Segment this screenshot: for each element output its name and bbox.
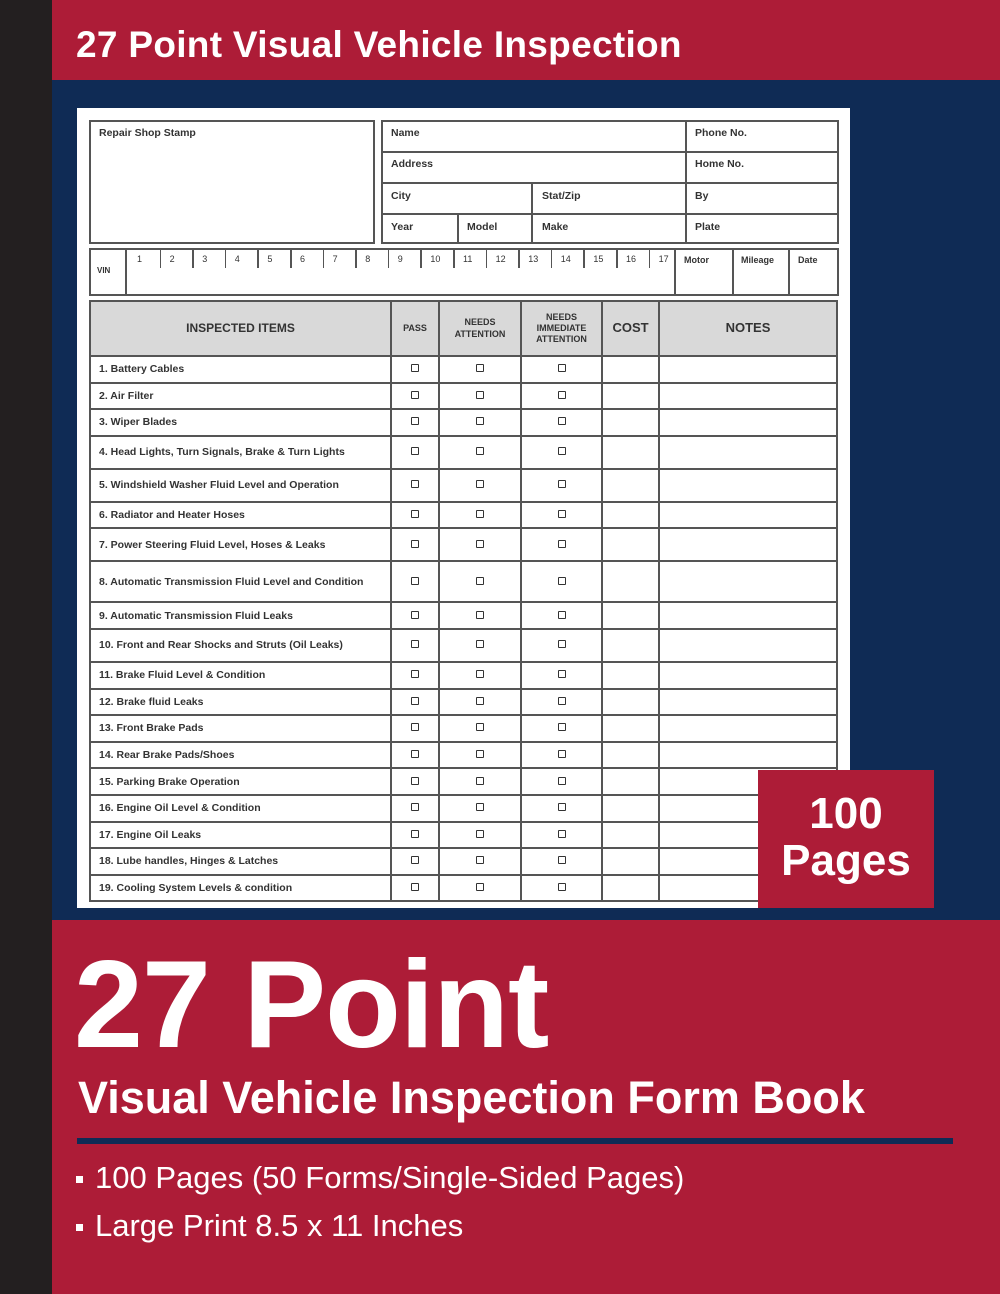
checkbox-icon: [476, 611, 484, 619]
header-needs-attention: NEEDS ATTENTION: [439, 301, 521, 356]
immediate-attention-cell: [521, 822, 602, 849]
checkbox-icon: [476, 697, 484, 705]
checkbox-icon: [476, 577, 484, 585]
checkbox-icon: [476, 480, 484, 488]
cost-cell: [602, 742, 659, 769]
immediate-attention-cell: [521, 689, 602, 716]
pass-cell: [391, 662, 439, 689]
immediate-attention-cell: [521, 742, 602, 769]
header-notes: NOTES: [659, 301, 837, 356]
immediate-attention-cell: [521, 561, 602, 602]
item-label: 19. Cooling System Levels & condition: [90, 875, 391, 902]
header-items: INSPECTED ITEMS: [90, 301, 391, 356]
item-label: 12. Brake fluid Leaks: [90, 689, 391, 716]
cost-cell: [602, 409, 659, 436]
cost-cell: [602, 469, 659, 502]
item-label: 1. Battery Cables: [90, 356, 391, 383]
item-label: 10. Front and Rear Shocks and Struts (Oil Leaks): [90, 629, 391, 662]
checkbox-icon: [476, 364, 484, 372]
checkbox-icon: [558, 364, 566, 372]
plate-label: Plate: [695, 221, 721, 233]
needs-attention-cell: [439, 629, 521, 662]
pass-cell: [391, 561, 439, 602]
divider: [381, 151, 839, 153]
immediate-attention-cell: [521, 629, 602, 662]
item-label: 13. Front Brake Pads: [90, 715, 391, 742]
bullet-icon: [76, 1176, 83, 1183]
checkbox-icon: [558, 883, 566, 891]
cost-cell: [602, 848, 659, 875]
date-label: Date: [798, 255, 818, 265]
pass-cell: [391, 436, 439, 469]
divider: [453, 248, 455, 268]
cost-cell: [602, 602, 659, 629]
vin-digit: 2: [169, 254, 175, 264]
vin-digit: 12: [495, 254, 506, 264]
table-row: [90, 689, 837, 716]
notes-cell: [659, 383, 837, 410]
divider: [323, 248, 325, 268]
checkbox-icon: [411, 364, 419, 372]
checkbox-icon: [558, 723, 566, 731]
checkbox-icon: [411, 670, 419, 678]
checkbox-icon: [476, 883, 484, 891]
divider: [732, 248, 734, 296]
vin-digit: 3: [202, 254, 208, 264]
item-label: 9. Automatic Transmission Fluid Leaks: [90, 602, 391, 629]
pass-cell: [391, 602, 439, 629]
needs-attention-cell: [439, 409, 521, 436]
year-label: Year: [391, 221, 414, 233]
pass-cell: [391, 528, 439, 561]
badge-number: 100: [809, 789, 883, 838]
table-row: [90, 875, 837, 902]
bullet-print: [76, 1208, 463, 1244]
item-label: 14. Rear Brake Pads/Shoes: [90, 742, 391, 769]
by-label: By: [695, 190, 709, 202]
table-row: [90, 561, 837, 602]
needs-attention-cell: [439, 768, 521, 795]
checkbox-icon: [558, 640, 566, 648]
checkbox-icon: [558, 447, 566, 455]
vin-digit: 8: [365, 254, 371, 264]
pass-cell: [391, 383, 439, 410]
checkbox-icon: [411, 640, 419, 648]
divider: [518, 248, 520, 268]
item-label: 2. Air Filter: [90, 383, 391, 410]
badge-unit: Pages: [781, 836, 911, 885]
divider: [674, 248, 676, 296]
cost-cell: [602, 561, 659, 602]
notes-cell: [659, 409, 837, 436]
make-label: Make: [542, 221, 569, 233]
notes-cell: [659, 561, 837, 602]
item-label: 7. Power Steering Fluid Level, Hoses & Leaks: [90, 528, 391, 561]
checkbox-icon: [411, 723, 419, 731]
checkbox-icon: [411, 447, 419, 455]
cost-cell: [602, 356, 659, 383]
divider: [583, 248, 585, 268]
table-row: [90, 356, 837, 383]
needs-attention-cell: [439, 602, 521, 629]
item-label: 3. Wiper Blades: [90, 409, 391, 436]
immediate-attention-cell: [521, 469, 602, 502]
cost-cell: [602, 875, 659, 902]
checkbox-icon: [558, 777, 566, 785]
table-row: [90, 822, 837, 849]
checkbox-icon: [411, 883, 419, 891]
cost-cell: [602, 822, 659, 849]
needs-attention-cell: [439, 528, 521, 561]
cost-cell: [602, 662, 659, 689]
divider: [225, 248, 227, 268]
checkbox-icon: [411, 577, 419, 585]
book-spine: [0, 0, 52, 1294]
divider: [788, 248, 790, 296]
bottom-panel: [52, 920, 1000, 1294]
item-label: 5. Windshield Washer Fluid Level and Operation: [90, 469, 391, 502]
notes-cell: [659, 689, 837, 716]
item-label: 4. Head Lights, Turn Signals, Brake & Turn Lights: [90, 436, 391, 469]
bullet-text: Large Print 8.5 x 11 Inches: [95, 1208, 464, 1243]
item-label: 6. Radiator and Heater Hoses: [90, 502, 391, 529]
table-row: [90, 662, 837, 689]
divider: [551, 248, 553, 268]
needs-attention-cell: [439, 715, 521, 742]
needs-attention-cell: [439, 436, 521, 469]
table-row: [90, 602, 837, 629]
bullet-pages: [76, 1160, 684, 1196]
checkbox-icon: [558, 540, 566, 548]
page-count-badge: [758, 770, 934, 908]
divider: [388, 248, 390, 268]
top-banner: [52, 0, 1000, 80]
checkbox-icon: [558, 670, 566, 678]
checkbox-icon: [558, 611, 566, 619]
table-row: [90, 383, 837, 410]
notes-cell: [659, 715, 837, 742]
notes-cell: [659, 502, 837, 529]
cost-cell: [602, 715, 659, 742]
immediate-attention-cell: [521, 356, 602, 383]
divider: [125, 248, 127, 296]
divider: [355, 248, 357, 268]
checkbox-icon: [476, 670, 484, 678]
vin-digit: 9: [397, 254, 403, 264]
table-row: [90, 848, 837, 875]
pass-cell: [391, 629, 439, 662]
inspection-table: [89, 300, 838, 902]
checkbox-icon: [411, 750, 419, 758]
divider: [192, 248, 194, 268]
pass-cell: [391, 742, 439, 769]
immediate-attention-cell: [521, 768, 602, 795]
needs-attention-cell: [439, 742, 521, 769]
checkbox-icon: [558, 480, 566, 488]
notes-cell: [659, 356, 837, 383]
needs-attention-cell: [439, 848, 521, 875]
divider: [420, 248, 422, 268]
checkbox-icon: [411, 417, 419, 425]
divider: [381, 213, 839, 215]
checkbox-icon: [411, 611, 419, 619]
checkbox-icon: [558, 510, 566, 518]
table-row: [90, 629, 837, 662]
pass-cell: [391, 875, 439, 902]
vin-digit: 5: [267, 254, 273, 264]
checkbox-icon: [558, 803, 566, 811]
immediate-attention-cell: [521, 848, 602, 875]
checkbox-icon: [558, 697, 566, 705]
needs-attention-cell: [439, 689, 521, 716]
checkbox-icon: [476, 391, 484, 399]
checkbox-icon: [476, 777, 484, 785]
vin-digit: 15: [593, 254, 604, 264]
bullet-text: 100 Pages (50 Forms/Single-Sided Pages): [95, 1160, 685, 1195]
checkbox-icon: [476, 640, 484, 648]
pass-cell: [391, 689, 439, 716]
checkbox-icon: [411, 510, 419, 518]
checkbox-icon: [558, 391, 566, 399]
notes-cell: [659, 528, 837, 561]
vin-digit: 10: [430, 254, 441, 264]
item-label: 16. Engine Oil Level & Condition: [90, 795, 391, 822]
table-row: [90, 409, 837, 436]
checkbox-icon: [476, 723, 484, 731]
pass-cell: [391, 715, 439, 742]
header-cost: COST: [602, 301, 659, 356]
checkbox-icon: [411, 803, 419, 811]
cost-cell: [602, 502, 659, 529]
checkbox-icon: [411, 856, 419, 864]
checkbox-icon: [476, 750, 484, 758]
notes-cell: [659, 629, 837, 662]
checkbox-icon: [558, 417, 566, 425]
notes-cell: [659, 602, 837, 629]
immediate-attention-cell: [521, 528, 602, 561]
checkbox-icon: [411, 697, 419, 705]
divider: [685, 120, 687, 244]
immediate-attention-cell: [521, 436, 602, 469]
address-label: Address: [391, 158, 434, 170]
item-label: 8. Automatic Transmission Fluid Level and Condition: [90, 561, 391, 602]
needs-attention-cell: [439, 822, 521, 849]
pass-cell: [391, 768, 439, 795]
vin-digit: 1: [137, 254, 143, 264]
divider: [649, 248, 651, 268]
divider: [531, 182, 533, 244]
vin-digit: 4: [234, 254, 240, 264]
vin-digit: 11: [463, 254, 473, 264]
motor-label: Motor: [684, 255, 709, 265]
needs-attention-cell: [439, 875, 521, 902]
divider: [457, 213, 459, 244]
checkbox-icon: [558, 830, 566, 838]
city-label: City: [391, 190, 411, 202]
checkbox-icon: [476, 856, 484, 864]
vin-label: VIN: [97, 266, 111, 275]
vin-digit: 14: [560, 254, 571, 264]
cost-cell: [602, 383, 659, 410]
vin-digit: 13: [528, 254, 539, 264]
name-label: Name: [391, 127, 420, 139]
divider: [160, 248, 162, 268]
table-row: [90, 469, 837, 502]
immediate-attention-cell: [521, 383, 602, 410]
item-label: 11. Brake Fluid Level & Condition: [90, 662, 391, 689]
divider: [486, 248, 488, 268]
checkbox-icon: [411, 391, 419, 399]
checkbox-icon: [411, 830, 419, 838]
header-immediate-attention: NEEDS IMMEDIATE ATTENTION: [521, 301, 602, 356]
immediate-attention-cell: [521, 502, 602, 529]
table-row: [90, 795, 837, 822]
table-row: [90, 436, 837, 469]
top-title: 27 Point Visual Vehicle Inspection: [76, 24, 682, 65]
divider: [290, 248, 292, 268]
pass-cell: [391, 356, 439, 383]
phone-label: Phone No.: [695, 127, 747, 139]
cost-cell: [602, 528, 659, 561]
needs-attention-cell: [439, 795, 521, 822]
vin-digit: 16: [626, 254, 637, 264]
checkbox-icon: [411, 777, 419, 785]
immediate-attention-cell: [521, 602, 602, 629]
big-title: 27 Point: [74, 936, 549, 1074]
needs-attention-cell: [439, 469, 521, 502]
notes-cell: [659, 742, 837, 769]
subtitle: Visual Vehicle Inspection Form Book: [78, 1072, 865, 1123]
vin-digit: 17: [658, 254, 669, 264]
checkbox-icon: [476, 803, 484, 811]
item-label: 18. Lube handles, Hinges & Latches: [90, 848, 391, 875]
pass-cell: [391, 822, 439, 849]
table-row: [90, 528, 837, 561]
checkbox-icon: [558, 750, 566, 758]
bullet-icon: [76, 1224, 83, 1231]
notes-cell: [659, 662, 837, 689]
model-label: Model: [467, 221, 498, 233]
checkbox-icon: [558, 577, 566, 585]
pass-cell: [391, 848, 439, 875]
needs-attention-cell: [439, 356, 521, 383]
cost-cell: [602, 629, 659, 662]
table-row: [90, 502, 837, 529]
divider-rule: [77, 1138, 953, 1144]
cost-cell: [602, 436, 659, 469]
table-row: [90, 768, 837, 795]
checkbox-icon: [476, 510, 484, 518]
needs-attention-cell: [439, 502, 521, 529]
checkbox-icon: [476, 830, 484, 838]
checkbox-icon: [411, 480, 419, 488]
checkbox-icon: [558, 856, 566, 864]
home-label: Home No.: [695, 158, 745, 170]
cost-cell: [602, 768, 659, 795]
pass-cell: [391, 469, 439, 502]
pass-cell: [391, 409, 439, 436]
pass-cell: [391, 502, 439, 529]
divider: [616, 248, 618, 268]
header-pass: PASS: [391, 301, 439, 356]
mileage-label: Mileage: [741, 255, 775, 265]
needs-attention-cell: [439, 561, 521, 602]
checkbox-icon: [476, 417, 484, 425]
divider: [257, 248, 259, 268]
item-label: 17. Engine Oil Leaks: [90, 822, 391, 849]
notes-cell: [659, 469, 837, 502]
inspection-form-preview: [77, 108, 850, 908]
table-row: [90, 742, 837, 769]
immediate-attention-cell: [521, 715, 602, 742]
stamp-label: Repair Shop Stamp: [99, 127, 196, 139]
notes-cell: [659, 436, 837, 469]
table-row: [90, 715, 837, 742]
divider: [381, 182, 839, 184]
vin-digit: 6: [300, 254, 306, 264]
immediate-attention-cell: [521, 795, 602, 822]
vin-digit: 7: [332, 254, 338, 264]
checkbox-icon: [476, 540, 484, 548]
cost-cell: [602, 689, 659, 716]
needs-attention-cell: [439, 383, 521, 410]
pass-cell: [391, 795, 439, 822]
checkbox-icon: [411, 540, 419, 548]
immediate-attention-cell: [521, 875, 602, 902]
checkbox-icon: [476, 447, 484, 455]
immediate-attention-cell: [521, 409, 602, 436]
cost-cell: [602, 795, 659, 822]
needs-attention-cell: [439, 662, 521, 689]
item-label: 15. Parking Brake Operation: [90, 768, 391, 795]
immediate-attention-cell: [521, 662, 602, 689]
statzip-label: Stat/Zip: [542, 190, 581, 202]
